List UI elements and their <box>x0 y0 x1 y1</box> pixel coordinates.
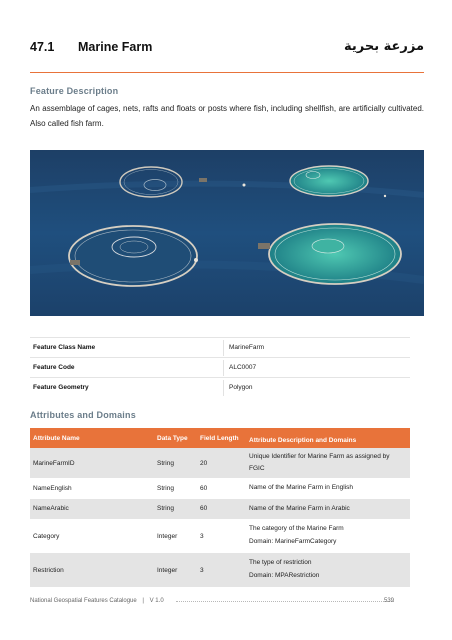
table-row <box>30 479 410 498</box>
footer-page-number: 539 <box>383 598 394 604</box>
footer-dotted-leader <box>176 601 394 602</box>
feature-class-name-label: Feature Class Name <box>33 344 96 351</box>
footer-separator: | <box>142 598 144 604</box>
attributes-heading: Attributes and Domains <box>30 410 136 420</box>
cell-field-length: 3 <box>200 533 204 540</box>
column-divider <box>223 360 224 376</box>
feature-geometry-value: Polygon <box>229 384 253 391</box>
feature-geometry-row <box>30 378 410 397</box>
feature-geometry-label: Feature Geometry <box>33 384 89 391</box>
feature-code-row <box>30 358 410 377</box>
feature-code-value: ALC0007 <box>229 364 257 371</box>
cell-attribute-name: Category <box>33 533 60 540</box>
page-footer <box>30 598 424 610</box>
cell-data-type: Integer <box>157 567 178 574</box>
footer-version: V 1.0 <box>149 598 164 604</box>
table-row <box>30 553 410 587</box>
table-row <box>30 499 410 519</box>
title-rule <box>30 72 424 73</box>
cell-description: Unique Identifier for Marine Farm as assigned by <box>249 453 390 460</box>
cell-description-line2: FGIC <box>249 465 265 472</box>
feature-class-name-row <box>30 338 410 357</box>
column-divider <box>223 380 224 396</box>
feature-class-name-value: MarineFarm <box>229 344 265 351</box>
table-row <box>30 448 410 478</box>
cell-attribute-name: MarineFarmID <box>33 460 75 467</box>
header-description: Attribute Description and Domains <box>249 437 357 444</box>
cell-field-length: 3 <box>200 567 204 574</box>
table-header <box>30 428 410 448</box>
section-title: Marine Farm <box>78 40 153 54</box>
marine-farm-photo <box>30 150 424 316</box>
cell-data-type: String <box>157 505 174 512</box>
cell-data-type: Integer <box>157 533 178 540</box>
feature-code-label: Feature Code <box>33 364 75 371</box>
cell-description-line2: Domain: MPARestriction <box>249 572 320 579</box>
header-data-type: Data Type <box>157 435 188 442</box>
table-row <box>30 520 410 552</box>
cell-data-type: String <box>157 460 174 467</box>
cell-description: Name of the Marine Farm in English <box>249 484 354 491</box>
cell-field-length: 60 <box>200 485 208 492</box>
header-attribute-name: Attribute Name <box>33 435 80 442</box>
cell-data-type: String <box>157 485 174 492</box>
cell-attribute-name: Restriction <box>33 567 64 574</box>
cell-description-line2: Domain: MarineFarmCategory <box>249 538 337 545</box>
column-divider <box>223 340 224 356</box>
header-field-length: Field Length <box>200 435 239 442</box>
section-number: 47.1 <box>30 40 55 54</box>
section-title-row <box>30 40 424 60</box>
feature-description-heading: Feature Description <box>30 86 119 96</box>
feature-description-text: An assemblage of cages, nets, rafts and floats or posts where fish, including shellfish, are artificially cultivated. Also called fish farm. <box>30 104 424 128</box>
cell-description: Name of the Marine Farm in Arabic <box>249 505 350 512</box>
section-arabic-title: مزرعة بحرية <box>343 39 424 54</box>
cell-attribute-name: NameEnglish <box>33 485 72 492</box>
footer-catalogue: National Geospatial Features Catalogue <box>30 598 137 604</box>
cell-description: The category of the Marine Farm <box>249 525 344 532</box>
cell-attribute-name: NameArabic <box>33 505 69 512</box>
cell-description: The type of restriction <box>249 559 312 566</box>
cell-field-length: 60 <box>200 505 208 512</box>
cell-field-length: 20 <box>200 460 208 467</box>
